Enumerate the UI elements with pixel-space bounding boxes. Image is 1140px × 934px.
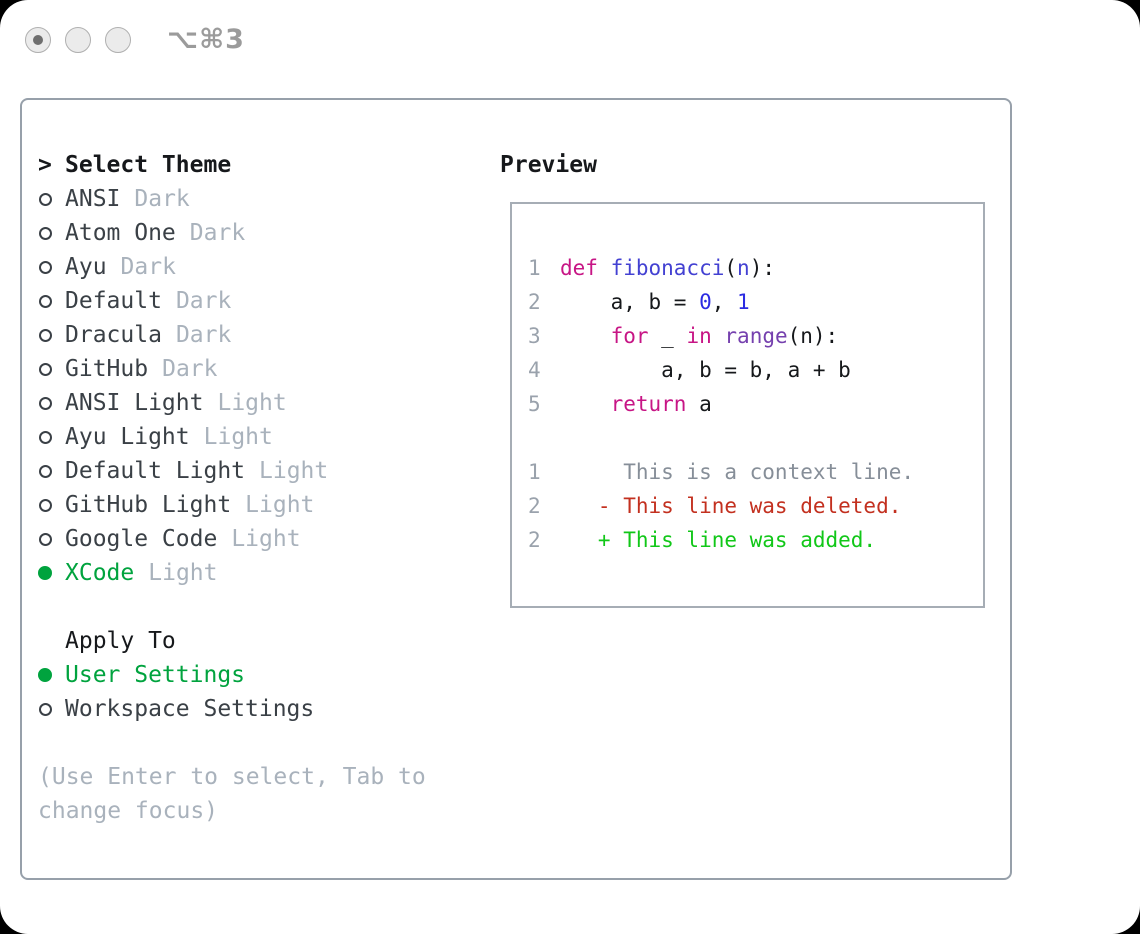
token-plain: ,	[711, 290, 738, 314]
preview-header	[500, 148, 597, 182]
radio-icon	[39, 227, 52, 240]
line-number: 1	[528, 256, 541, 280]
theme-item-xcode[interactable]	[38, 556, 490, 590]
theme-list	[38, 148, 490, 828]
radio-marker	[38, 431, 65, 444]
theme-name: ANSI Light	[65, 390, 204, 416]
code-content	[560, 528, 876, 552]
theme-panel	[20, 98, 1012, 880]
radio-icon	[39, 499, 52, 512]
theme-name: GitHub	[65, 356, 149, 382]
radio-icon	[39, 703, 52, 716]
line-number: 4	[528, 358, 541, 382]
code-content	[560, 290, 750, 314]
radio-marker	[38, 329, 65, 342]
radio-marker	[38, 533, 65, 546]
theme-name: Default	[65, 288, 162, 314]
radio-marker	[38, 193, 65, 206]
radio-marker	[38, 465, 65, 478]
token-plain: _	[648, 324, 687, 348]
code-content	[560, 392, 712, 416]
radio-icon	[39, 397, 52, 410]
token-plain	[560, 324, 611, 348]
token-deleted: - This line was deleted.	[560, 494, 902, 518]
radio-marker	[38, 261, 65, 274]
radio-marker	[38, 227, 65, 240]
theme-name: Dracula	[65, 322, 162, 348]
theme-name: Atom One	[65, 220, 176, 246]
radio-marker	[38, 295, 65, 308]
select-theme-header	[38, 148, 490, 182]
token-context: This is a context line.	[560, 460, 915, 484]
theme-variant-label: Light	[245, 492, 315, 518]
token-plain	[712, 324, 725, 348]
preview-box	[510, 202, 985, 608]
radio-icon	[39, 431, 52, 444]
theme-item-ansi-light[interactable]	[38, 386, 490, 420]
token-plain	[560, 392, 611, 416]
radio-icon	[39, 465, 52, 478]
select-theme-title: Select Theme	[65, 152, 232, 178]
theme-name: Google Code	[65, 526, 218, 552]
line-number: 5	[528, 392, 541, 416]
radio-icon	[38, 566, 52, 580]
window-control-1[interactable]	[25, 27, 51, 53]
theme-item-ansi[interactable]	[38, 182, 490, 216]
radio-icon	[39, 363, 52, 376]
code-line	[528, 523, 967, 557]
theme-variant-label: Light	[259, 458, 329, 484]
token-keyword: return	[610, 392, 687, 416]
code-content	[560, 256, 775, 280]
apply-option-label: Workspace Settings	[65, 696, 315, 722]
code-line	[528, 285, 967, 319]
theme-variant-label: Dark	[175, 288, 232, 314]
apply-to-header	[38, 624, 490, 658]
theme-variant-label: Light	[231, 526, 301, 552]
active-dot-icon	[33, 35, 43, 45]
token-keyword: in	[686, 324, 712, 348]
code-line	[528, 251, 967, 285]
spacer	[38, 590, 490, 624]
theme-variant-label: Light	[203, 424, 273, 450]
radio-icon	[38, 668, 52, 682]
code-preview	[528, 251, 967, 557]
theme-options	[38, 182, 490, 590]
keyboard-shortcut-label: ⌥⌘3	[167, 24, 245, 55]
window-control-3[interactable]	[105, 27, 131, 53]
code-content	[560, 358, 851, 382]
theme-variant-label: Dark	[175, 322, 232, 348]
preview-title: Preview	[500, 152, 597, 178]
theme-variant-label: Dark	[162, 356, 218, 382]
spacer	[38, 726, 490, 760]
theme-name: Ayu Light	[65, 424, 190, 450]
code-line	[528, 455, 967, 489]
token-keyword: for	[610, 324, 649, 348]
radio-icon	[39, 193, 52, 206]
code-line	[528, 489, 967, 523]
theme-variant-label: Dark	[120, 254, 176, 280]
theme-item-github-light[interactable]	[38, 488, 490, 522]
code-line	[528, 387, 967, 421]
token-added: + This line was added.	[560, 528, 877, 552]
radio-marker	[38, 566, 65, 580]
line-number: 3	[528, 324, 541, 348]
token-plain: a, b =	[560, 290, 700, 314]
theme-name: XCode	[65, 560, 135, 586]
line-number: 1	[528, 460, 541, 484]
radio-marker	[38, 397, 65, 410]
theme-variant-label: Light	[148, 560, 218, 586]
radio-marker	[38, 363, 65, 376]
theme-item-ayu[interactable]	[38, 250, 490, 284]
token-plain: a	[686, 392, 712, 416]
token-number: 0	[699, 290, 712, 314]
apply-to-title: Apply To	[65, 628, 176, 654]
theme-variant-label: Light	[217, 390, 287, 416]
apply-option-label: User Settings	[65, 662, 246, 688]
radio-marker	[38, 499, 65, 512]
token-param: n	[737, 256, 750, 280]
apply-option-user-settings[interactable]	[38, 658, 490, 692]
focus-cursor: >	[38, 152, 52, 178]
token-number: 1	[737, 290, 750, 314]
line-number: 2	[528, 528, 541, 552]
theme-item-atom-one[interactable]	[38, 216, 490, 250]
token-plain: ):	[749, 256, 775, 280]
theme-variant-label: Dark	[134, 186, 190, 212]
hint-text: (Use Enter to select, Tab to change focus)	[38, 764, 426, 824]
radio-icon	[39, 329, 52, 342]
theme-item-github[interactable]	[38, 352, 490, 386]
apply-to-options	[38, 658, 490, 726]
token-builtin: range	[724, 324, 788, 348]
apply-option-workspace-settings[interactable]	[38, 692, 490, 726]
theme-name: ANSI	[65, 186, 121, 212]
code-content	[560, 460, 914, 484]
radio-icon	[39, 295, 52, 308]
theme-name: GitHub Light	[65, 492, 232, 518]
theme-item-default-light[interactable]	[38, 454, 490, 488]
radio-marker	[38, 703, 65, 716]
token-plain: (n):	[787, 324, 839, 348]
window-control-2[interactable]	[65, 27, 91, 53]
radio-marker	[38, 668, 65, 682]
code-line	[528, 421, 967, 455]
token-plain: (	[724, 256, 738, 280]
token-function: fibonacci	[610, 256, 725, 280]
code-content	[560, 324, 838, 348]
theme-name: Ayu	[65, 254, 107, 280]
theme-name: Default Light	[65, 458, 246, 484]
token-plain: a, b = b, a + b	[560, 358, 851, 382]
theme-item-ayu-light[interactable]	[38, 420, 490, 454]
theme-item-default[interactable]	[38, 284, 490, 318]
token-keyword: def	[560, 256, 611, 280]
code-line	[528, 353, 967, 387]
code-content	[560, 494, 901, 518]
line-number: 2	[528, 494, 541, 518]
theme-item-google-code[interactable]	[38, 522, 490, 556]
theme-variant-label: Dark	[189, 220, 246, 246]
theme-item-dracula[interactable]	[38, 318, 490, 352]
radio-icon	[39, 533, 52, 546]
line-number: 2	[528, 290, 541, 314]
code-line	[528, 319, 967, 353]
titlebar	[25, 24, 245, 55]
radio-icon	[39, 261, 52, 274]
